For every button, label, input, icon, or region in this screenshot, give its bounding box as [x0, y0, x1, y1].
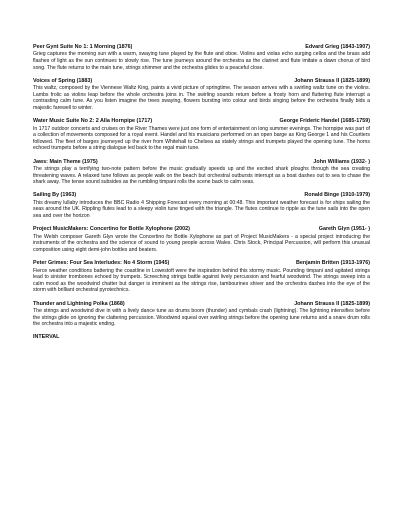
- piece-description: The Welsh composer Gareth Glyn wrote the Concertino for Bottle Xylophone as part of Project MusicMakers - a special project introducing the instruments of the orchestra and the science of sound to young people across Wales. Chris Stock, Principal Percussion, will perform this unusual composition using eight demi-john bottles and beaters.: [33, 233, 370, 253]
- piece-title: Project MusicMakers: Concertino for Bottle Xylophone (2002): [33, 226, 190, 233]
- piece-description: The strings and woodwind dive in with a lively dance tune as drums boom (thunder) and cymbals crash (lightning). The lightning intensifies before the strings glide on ignoring the clattering percussion. Woodwind squeal over swirling strings before the opening tune returns and a snare drum rolls the orchestra into a majestic ending.: [33, 307, 370, 328]
- composer-name: Benjamin Britten (1913-1976): [296, 260, 370, 267]
- entry-heading: [33, 159, 370, 166]
- composer-name: George Frideric Handel (1685-1759): [279, 118, 370, 125]
- piece-description: Fierce weather conditions battering the coastline in Lowestoft were the inspiration behind this stormy music. Pounding timpani and agitated strings lead to sinister trombones echoed by trumpets. Screeching strings battle against lively percussion and fearful woodwind. The strings sweep into a calm mood as the woodwind chatter but danger is imminent as the strings rise, tambourines shiver and the orchestra dashes into the eye of the storm with brilliant orchestral pyrotechnics.: [33, 267, 370, 294]
- programme-entry-water-music: [33, 118, 370, 152]
- piece-title: Jaws: Main Theme (1975): [33, 158, 98, 165]
- entry-heading: [33, 118, 370, 125]
- piece-description: The strings play a terrifying two-note pattern before the music gradually speeds up and the excited shark ploughs through the sea creating threatening waves. A relaxed tune follows as people walk on the beach but orchestral outbursts interrupt as a boat dashes out to sea to chase the shark away. The tense sound subsides as the rumbling timpani rolls the scene back to calm seas.: [33, 166, 370, 186]
- composer-name: Gareth Glyn (1951- ): [318, 226, 370, 233]
- programme-entry-thunder-lightning: [33, 301, 370, 328]
- programme-entry-storm: [33, 260, 370, 294]
- entry-heading: [33, 301, 370, 308]
- programme-entry-jaws: [33, 159, 370, 186]
- entry-heading: [33, 192, 370, 199]
- composer-name: Johann Strauss II (1825-1899): [294, 300, 370, 307]
- entry-heading: [33, 226, 370, 233]
- piece-description: Grieg captures the morning sun with a warm, swaying tune played by the flute and oboe. Violins and violas echo surging cellos and the brass add flashes of light as the sun continues to slowly rise. The tune journeys around the orchestra as the clarinet and flute imitate a dawn chorus of bird song. The flute returns to the main tune, strings shimmer and the orchestra glides to a peaceful close.: [33, 51, 370, 71]
- composer-name: John Williams (1932- ): [313, 158, 370, 165]
- programme-entry-bottle-xylophone: [33, 226, 370, 253]
- entry-heading: [33, 78, 370, 85]
- piece-title: Peer Gynt Suite No 1: 1 Morning (1876): [33, 44, 133, 50]
- piece-description: This dreamy lullaby introduces the BBC Radio 4 Shipping Forecast every morning at 00:48. This important weather forecast is for ships sailing the seas around the UK. Rippling flutes lead to a sleepy violin tune tinged with the triangle. The flutes continue to ripple as the tune sails into the open sea and over the horizon: [33, 199, 370, 219]
- piece-title: Peter Grimes: Four Sea Interludes: No 4 Storm (1945): [33, 260, 170, 267]
- programme-entry-morning: [33, 44, 370, 71]
- programme-page: [33, 44, 370, 342]
- entry-heading: [33, 260, 370, 267]
- piece-description: This waltz, composed by the Viennese Waltz King, paints a vivid picture of springtime. The season arrives with a swirling waltz tune on the violins. Lambs frolic as violins leap before the whole orchestra joins in. The swirling sounds return before a frosty horn and fluttering flute interrupt a contrasting calm tune. As you listen imagine the trees swaying, flowers bursting into colour and birds singing before the orchestra finally bids a majestic farewell to winter.: [33, 85, 370, 111]
- programme-entry-sailing-by: [33, 192, 370, 219]
- interval-heading: INTERVAL: [33, 334, 60, 341]
- entry-heading: [33, 44, 370, 51]
- piece-title: Water Music Suite No 2: 2 Alla Hornpipe (1717): [33, 118, 153, 125]
- piece-title: Thunder and Lightning Polka (1868): [33, 300, 125, 307]
- composer-name: Johann Strauss II (1825-1899): [294, 77, 370, 84]
- composer-name: Edvard Grieg (1843-1907): [305, 44, 370, 50]
- composer-name: Ronald Binge (1910-1979): [304, 192, 370, 199]
- programme-entry-voices-of-spring: [33, 78, 370, 112]
- piece-title: Voices of Spring (1883): [33, 77, 93, 84]
- piece-title: Sailing By (1963): [33, 192, 77, 199]
- piece-description: In 1717 outdoor concerts and cruises on the River Thames were just one form of entertainment on long summer evenings. The hornpipe was part of a collection of movements composed for a royal event. Handel and his musicians performed on an open barge as King George 1 and his Courtiers followed. The fleet of barges journeyed up the river from Whitehall to Chelsea as stately strings and trumpets played the opening tune. The horns echoed trumpets before a string dialogue led back to the regal main tune.: [33, 125, 370, 152]
